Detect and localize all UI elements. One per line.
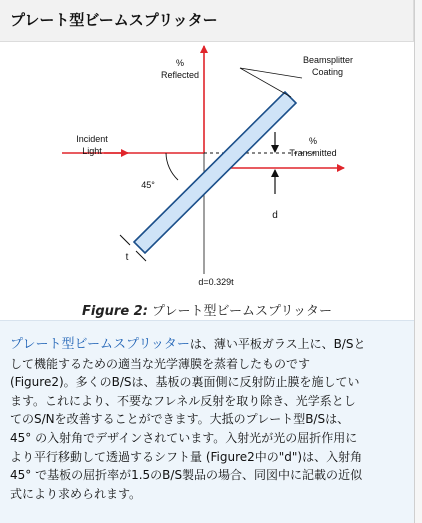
beamsplitter-plate [134, 92, 296, 253]
body-line-3: (Figure2)。多くのB/Sは、基板の裏面側に反射防止膜を施してい [10, 375, 360, 390]
description-text [10, 335, 414, 503]
body-line-7: より平行移動して透過するシフト量 (Figure2中の"d")は、入射角 [10, 449, 363, 464]
beamsplitter-diagram [0, 42, 414, 320]
body-line-9: 式により求められます。 [10, 486, 142, 501]
figure-caption [0, 300, 414, 319]
reflected-label: Reflected [160, 70, 200, 80]
reflected-pct-label: % [175, 58, 185, 68]
t-label: t [125, 252, 129, 263]
body-line-8: 45° で基板の屈折率が1.5のB/S製品の場合、同図中に記載の近似 [10, 468, 363, 483]
body-line-1: は、薄い平板ガラス上に、B/Sと [189, 337, 366, 351]
transmitted-label: Transmitted [289, 148, 337, 158]
formula-label: d=0.329t [198, 277, 234, 287]
figure-caption-label: Figure 2: [82, 304, 148, 319]
body-line-5: てのS/Nを改善することができます。大抵のプレート型B/Sは、 [10, 412, 350, 427]
t-tick-1 [120, 235, 130, 245]
angle-arc [166, 153, 178, 180]
section-title: プレート型ビームスプリッター [10, 11, 218, 29]
description-block [0, 320, 414, 523]
body-line-4: ます。これにより、不要なフレネル反射を取り除き、光学系とし [10, 393, 356, 408]
angle-label: 45° [141, 180, 155, 190]
d-label: d [272, 210, 278, 221]
coating-label-1: Beamsplitter [303, 55, 354, 65]
figure-caption-text: プレート型ビームスプリッター [147, 304, 332, 319]
body-line-6: 45° の入射角でデザインされています。入射光が光の屈折作用に [10, 430, 358, 445]
coating-label-2: Coating [312, 67, 344, 77]
beamsplitter-link[interactable]: プレート型ビームスプリッター [10, 337, 190, 352]
incident-label-1: Incident [76, 134, 108, 144]
transmitted-pct-label: % [308, 136, 318, 146]
incident-label-2: Light [82, 146, 102, 156]
window-edge [414, 0, 422, 523]
section-header [0, 0, 414, 42]
body-line-2: して機能するための適当な光学薄膜を蒸着したものです [10, 356, 311, 371]
